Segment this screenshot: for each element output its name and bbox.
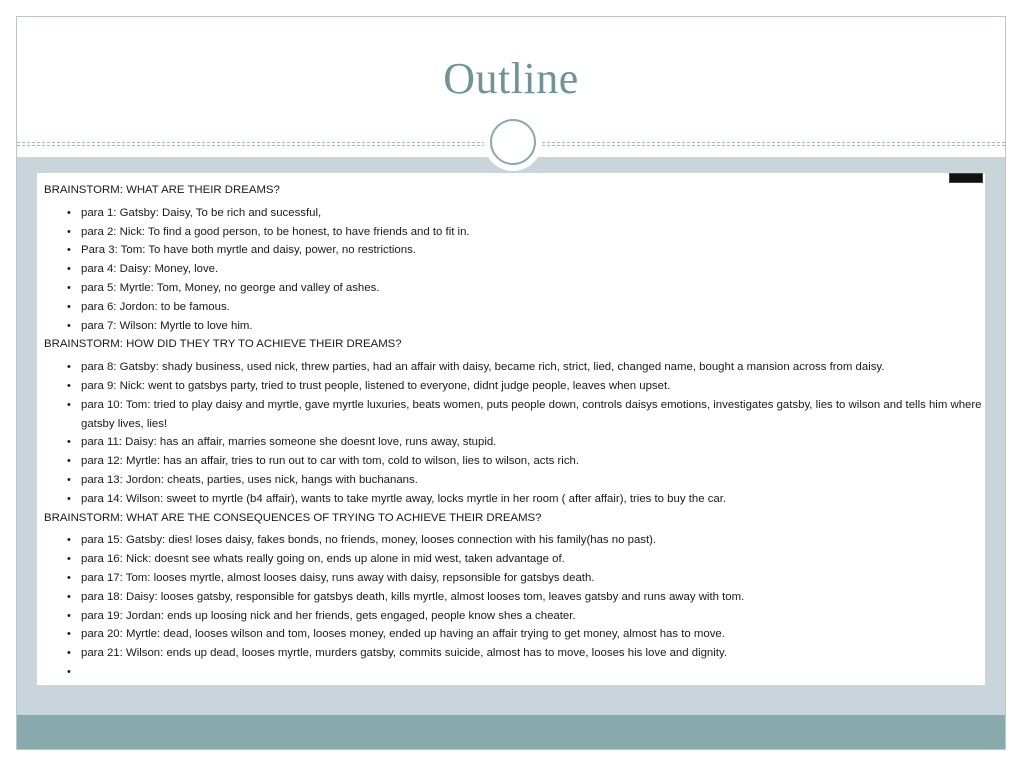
list-consequences [44,531,985,663]
list-item: • para 16: Nick: doesnt see whats really going on, ends up alone in mid west, taken advantage of. [81,550,985,569]
circle-ornament-ring [490,119,536,165]
list-item: • para 8: Gatsby: shady business, used nick, threw parties, had an affair with daisy, became rich, strict, lied, changed name, bought a mansion across from daisy. [81,358,985,377]
list-item: • para 10: Tom: tried to play daisy and myrtle, gave myrtle luxuries, beats women, puts people down, controls daisys emotions, investigates gatsby, lies to wilson and tells him where gatsby lives, lies! [81,396,985,434]
list-item: • para 14: Wilson: sweet to myrtle (b4 affair), wants to take myrtle away, locks myrtle in her room ( after affair), tries to buy the car. [81,490,985,509]
list-item: • para 20: Myrtle: dead, looses wilson and tom, looses money, ended up having an affair trying to get money, almost has to move. [81,625,985,644]
section-heading-consequences: BRAINSTORM: WHAT ARE THE CONSEQUENCES OF TRYING TO ACHIEVE THEIR DREAMS? [44,511,542,524]
list-achieve [44,358,985,508]
list-item: • para 12: Myrtle: has an affair, tries to run out to car with tom, cold to wilson, lies to wilson, acts rich. [81,452,985,471]
circle-ornament-icon [484,113,542,171]
list-item: • para 13: Jordon: cheats, parties, uses nick, hangs with buchanans. [81,471,985,490]
list-item: • para 21: Wilson: ends up dead, looses myrtle, murders gatsby, commits suicide, almost has to move, looses his love and dignity. [81,644,985,663]
list-item: • para 9: Nick: went to gatsbys party, tried to trust people, listened to everyone, didnt judge people, leaves when upset. [81,377,985,396]
list-item: • para 11: Daisy: has an affair, marries someone she doesnt love, runs away, stupid. [81,433,985,452]
list-item: • para 1: Gatsby: Daisy, To be rich and sucessful, [81,204,985,223]
list-item: • Para 3: Tom: To have both myrtle and daisy, power, no restrictions. [81,241,985,260]
section-heading-dreams: BRAINSTORM: WHAT ARE THEIR DREAMS? [44,184,280,196]
list-item: • para 18: Daisy: looses gatsby, responsible for gatsbys death, kills myrtle, almost looses tom, leaves gatsby and runs away with tom. [81,588,985,607]
slide-title: Outline [443,54,579,103]
list-item: • para 7: Wilson: Myrtle to love him. [81,317,985,336]
list-dreams [44,204,985,336]
list-item: • para 2: Nick: To find a good person, to be honest, to have friends and to fit in. [81,223,985,242]
outline-document [37,173,985,685]
list-item: • para 17: Tom: looses myrtle, almost looses daisy, runs away with daisy, repsonsible for gatsbys death. [81,569,985,588]
list-item: • para 19: Jordan: ends up loosing nick and her friends, gets engaged, people know shes a cheater. [81,607,985,626]
section-heading-achieve: BRAINSTORM: HOW DID THEY TRY TO ACHIEVE THEIR DREAMS? [44,338,402,351]
list-item: • para 4: Daisy: Money, love. [81,260,985,279]
slide [16,16,1006,750]
list-item: • para 6: Jordon: to be famous. [81,298,985,317]
footer-band [17,715,1005,750]
corner-marker [949,173,983,183]
list-item: • para 5: Myrtle: Tom, Money, no george and valley of ashes. [81,279,985,298]
list-item: • para 15: Gatsby: dies! loses daisy, fakes bonds, no friends, money, looses connection with his family(has no past). [81,531,985,550]
